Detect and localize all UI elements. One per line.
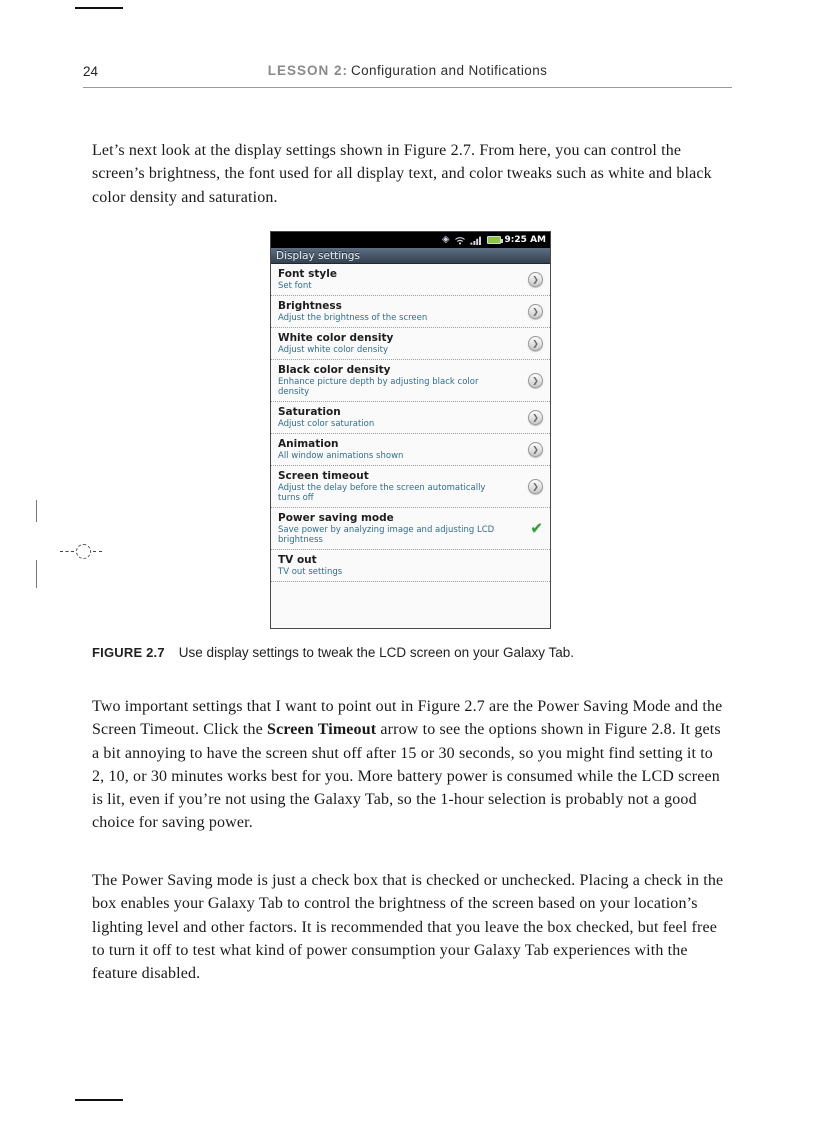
chapter-title: Configuration and Notifications xyxy=(351,63,548,78)
chevron-right-icon[interactable]: ❯ xyxy=(528,479,543,494)
intro-paragraph: Let’s next look at the display settings shown in Figure 2.7. From here, you can control the screen’s brightness, the font used for all display text, and color tweaks such as white and black color density and saturation. xyxy=(92,142,712,206)
chevron-right-icon[interactable]: ❯ xyxy=(528,304,543,319)
setting-title: Black color density xyxy=(278,364,391,376)
registration-dash-icon xyxy=(93,551,102,552)
setting-title: Brightness xyxy=(278,300,342,312)
signal-strength-icon xyxy=(470,235,483,245)
settings-row-text xyxy=(278,364,508,397)
battery-icon xyxy=(487,236,501,244)
setting-title: Screen timeout xyxy=(278,470,369,482)
bold-term: Screen Timeout xyxy=(267,721,377,739)
settings-row[interactable] xyxy=(271,434,550,466)
settings-row-text xyxy=(278,406,508,429)
setting-subtitle: All window animations shown xyxy=(278,451,404,461)
crop-mark-bottom xyxy=(75,1099,123,1101)
settings-row-text xyxy=(278,300,508,323)
settings-row[interactable] xyxy=(271,466,550,508)
registration-mark xyxy=(60,544,102,559)
phone-screenshot xyxy=(270,231,551,629)
status-clock: 9:25 AM xyxy=(504,235,546,245)
settings-row[interactable] xyxy=(271,360,550,402)
status-bar xyxy=(271,232,550,248)
settings-row[interactable] xyxy=(271,296,550,328)
settings-row[interactable] xyxy=(271,328,550,360)
chevron-right-icon[interactable]: ❯ xyxy=(528,336,543,351)
setting-subtitle: Enhance picture depth by adjusting black color density xyxy=(278,377,479,397)
setting-title: White color density xyxy=(278,332,394,344)
settings-row-text xyxy=(278,554,508,577)
figure-label: FIGURE 2.7 xyxy=(92,645,165,660)
paragraph-text: arrow to see the options shown in Figure 2.8. It gets a bit annoying to have the screen shut off after 15 or 30 seconds, so you might find setting it to 2, 10, or 30 minutes works best for you. More battery power is consumed while the LCD screen is lit, even if you’re not using the Galaxy Tab, so the 1-hour selection is probably not a good choice for saving power. xyxy=(92,721,721,832)
chevron-right-icon[interactable]: ❯ xyxy=(528,272,543,287)
registration-dash-icon xyxy=(60,551,74,552)
settings-row-text xyxy=(278,268,508,291)
settings-list xyxy=(271,264,550,628)
chevron-right-icon[interactable]: ❯ xyxy=(528,442,543,457)
settings-row[interactable] xyxy=(271,402,550,434)
body-paragraph-3: The Power Saving mode is just a check box that is checked or unchecked. Placing a check in the box enables your Galaxy Tab to control the brightness of the screen based on your location’s lighting level and other factors. It is recommended that you leave the box checked, but feel free to turn it off to test what kind of power consumption your Galaxy Tab experiences with the feature disabled. xyxy=(92,872,724,983)
header-rule xyxy=(83,87,732,88)
setting-title: TV out xyxy=(278,554,317,566)
setting-title: Animation xyxy=(278,438,339,450)
setting-title: Font style xyxy=(278,268,337,280)
settings-row-text xyxy=(278,332,508,355)
setting-subtitle: Adjust the brightness of the screen xyxy=(278,313,428,323)
registration-circle-icon xyxy=(76,544,91,559)
setting-subtitle: TV out settings xyxy=(278,567,343,577)
lesson-label: LESSON 2: xyxy=(267,63,348,78)
settings-row[interactable] xyxy=(271,508,550,550)
settings-row-text xyxy=(278,438,508,461)
setting-title: Saturation xyxy=(278,406,341,418)
chapter-header xyxy=(83,63,732,78)
screen-title-bar: Display settings xyxy=(271,248,550,264)
setting-subtitle: Save power by analyzing image and adjusting LCD brightness xyxy=(278,525,495,545)
setting-subtitle: Adjust the delay before the screen automatically turns off xyxy=(278,483,486,503)
setting-subtitle: Set font xyxy=(278,281,312,291)
paragraph-text: Two important settings that I want to point out in Figure 2.7 are the Power Saving Mode and the Screen Timeout. Click the xyxy=(92,698,723,739)
settings-row-text xyxy=(278,512,508,545)
setting-subtitle: Adjust color saturation xyxy=(278,419,375,429)
setting-title: Power saving mode xyxy=(278,512,394,524)
setting-subtitle: Adjust white color density xyxy=(278,345,389,355)
running-head xyxy=(83,63,732,78)
crop-mark-top xyxy=(75,7,123,9)
wifi-icon xyxy=(454,235,466,245)
gps-diamond-icon: ◈ xyxy=(441,234,450,245)
figure-caption-text: Use display settings to tweak the LCD screen on your Galaxy Tab. xyxy=(178,645,574,660)
chevron-right-icon[interactable]: ❯ xyxy=(528,410,543,425)
settings-row-text xyxy=(278,470,508,503)
page-number: 24 xyxy=(83,64,99,79)
settings-row[interactable] xyxy=(271,264,550,296)
checkmark-icon[interactable]: ✔ xyxy=(530,519,543,537)
body-paragraph-2 xyxy=(92,695,728,835)
edge-crop-tick xyxy=(36,560,37,588)
figure-caption xyxy=(92,643,736,662)
edge-crop-tick xyxy=(36,500,37,522)
settings-row[interactable] xyxy=(271,550,550,582)
chevron-right-icon[interactable]: ❯ xyxy=(528,373,543,388)
